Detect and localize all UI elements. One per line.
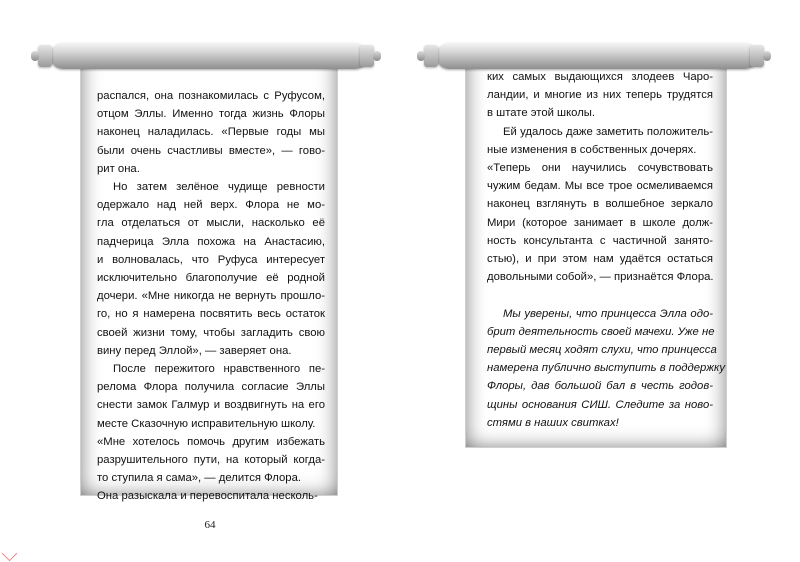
right-rod-knob-right	[750, 45, 764, 67]
left-page-text	[97, 87, 325, 506]
text-line: намерена публично выступить в поддержку	[487, 362, 725, 375]
text-line: исключительно благополучие её родной	[97, 272, 325, 285]
text-line: месте Сказочную исправительную школу.	[97, 417, 316, 430]
text-line: стью), и при этом нам удаётся остаться	[487, 253, 713, 266]
text-line: стями в наших свитках!	[487, 416, 619, 429]
page-number: 64	[204, 519, 216, 531]
text-line: Ей удалось даже заметить положитель-	[503, 125, 713, 138]
text-line: чужим бедам. Мы все трое осмеливаемся	[487, 180, 713, 193]
text-line: и волновалась, что Руфуса интересует	[97, 253, 325, 266]
text-line: ные изменения в собственных дочерях.	[487, 143, 697, 156]
text-line: рит она.	[97, 162, 140, 175]
text-line: релома Флора получила согласие Эллы	[97, 381, 325, 394]
text-line: падчерица Элла похожа на Анастасию,	[97, 235, 325, 248]
text-line: дочери. «Мне никогда не вернуть прошло-	[97, 290, 325, 303]
corner-mark	[2, 546, 18, 562]
text-line	[487, 286, 713, 304]
text-line: одержало над ней верх. Флора не мо-	[97, 199, 325, 212]
text-line: брит деятельность своей мачехи. Уже не	[487, 325, 715, 338]
text-line: гла отделаться от мысли, насколько её	[97, 217, 325, 230]
text-line: После пережитого нравственного пе-	[113, 363, 325, 376]
text-line: довольными собой», — признаётся Флора.	[487, 271, 714, 284]
text-line: снести замок Галмур и воздвигнуть на его	[97, 399, 325, 412]
right-page-text	[487, 68, 725, 432]
text-line: своей жизни тому, чтобы загладить свою	[97, 326, 325, 339]
text-line: Мири (которое занимает в школе долж-	[487, 216, 713, 229]
text-line: в штате этой школы.	[487, 107, 596, 120]
text-line: ность консультанта с частичной занято-	[487, 234, 713, 247]
right-scroll-rod	[436, 43, 758, 69]
left-scroll-rod	[50, 43, 368, 69]
text-line: Мы уверены, что принцесса Элла одо-	[503, 307, 713, 320]
text-line: Но затем зелёное чудище ревности	[113, 181, 325, 194]
text-line: первый месяц ходят слухи, что принцесса	[487, 344, 717, 357]
left-rod-knob-right	[360, 45, 374, 67]
text-line: то ступила я сама», — делится Флора.	[97, 472, 302, 485]
right-rod-knob-left	[424, 45, 438, 67]
text-line: наконец взглянуть в волшебное зеркало	[487, 198, 713, 211]
text-line: распался, она познакомилась с Руфусом,	[97, 90, 325, 102]
text-line: ландии, и многие из них теперь трудятся	[487, 89, 713, 102]
text-line: ких самых выдающихся злодеев Чаро-	[487, 71, 713, 83]
left-rod-knob-left	[38, 45, 52, 67]
text-line: разрушительного пути, на который когда-	[97, 454, 325, 467]
text-line: наконец наладилась. «Первые годы мы	[97, 126, 325, 139]
text-line: Флоры, дав большой бал в честь годов-	[487, 380, 713, 393]
text-line: вину перед Эллой», — заверяет она.	[97, 344, 292, 357]
text-line: отцом Эллы. Именно тогда жизнь Флоры	[97, 108, 325, 121]
text-line: щины основания СИШ. Следите за ново-	[487, 398, 713, 411]
text-line: Она разыскала и перевоспитала несколь-	[97, 490, 318, 503]
text-line: были очень счастливы вместе», — гово-	[97, 144, 325, 157]
text-line: го, но я намерена посвятить весь остаток	[97, 308, 325, 321]
text-line: «Теперь они научились сочувствовать	[487, 162, 713, 175]
text-line: «Мне хотелось помочь другим избежать	[97, 435, 325, 448]
